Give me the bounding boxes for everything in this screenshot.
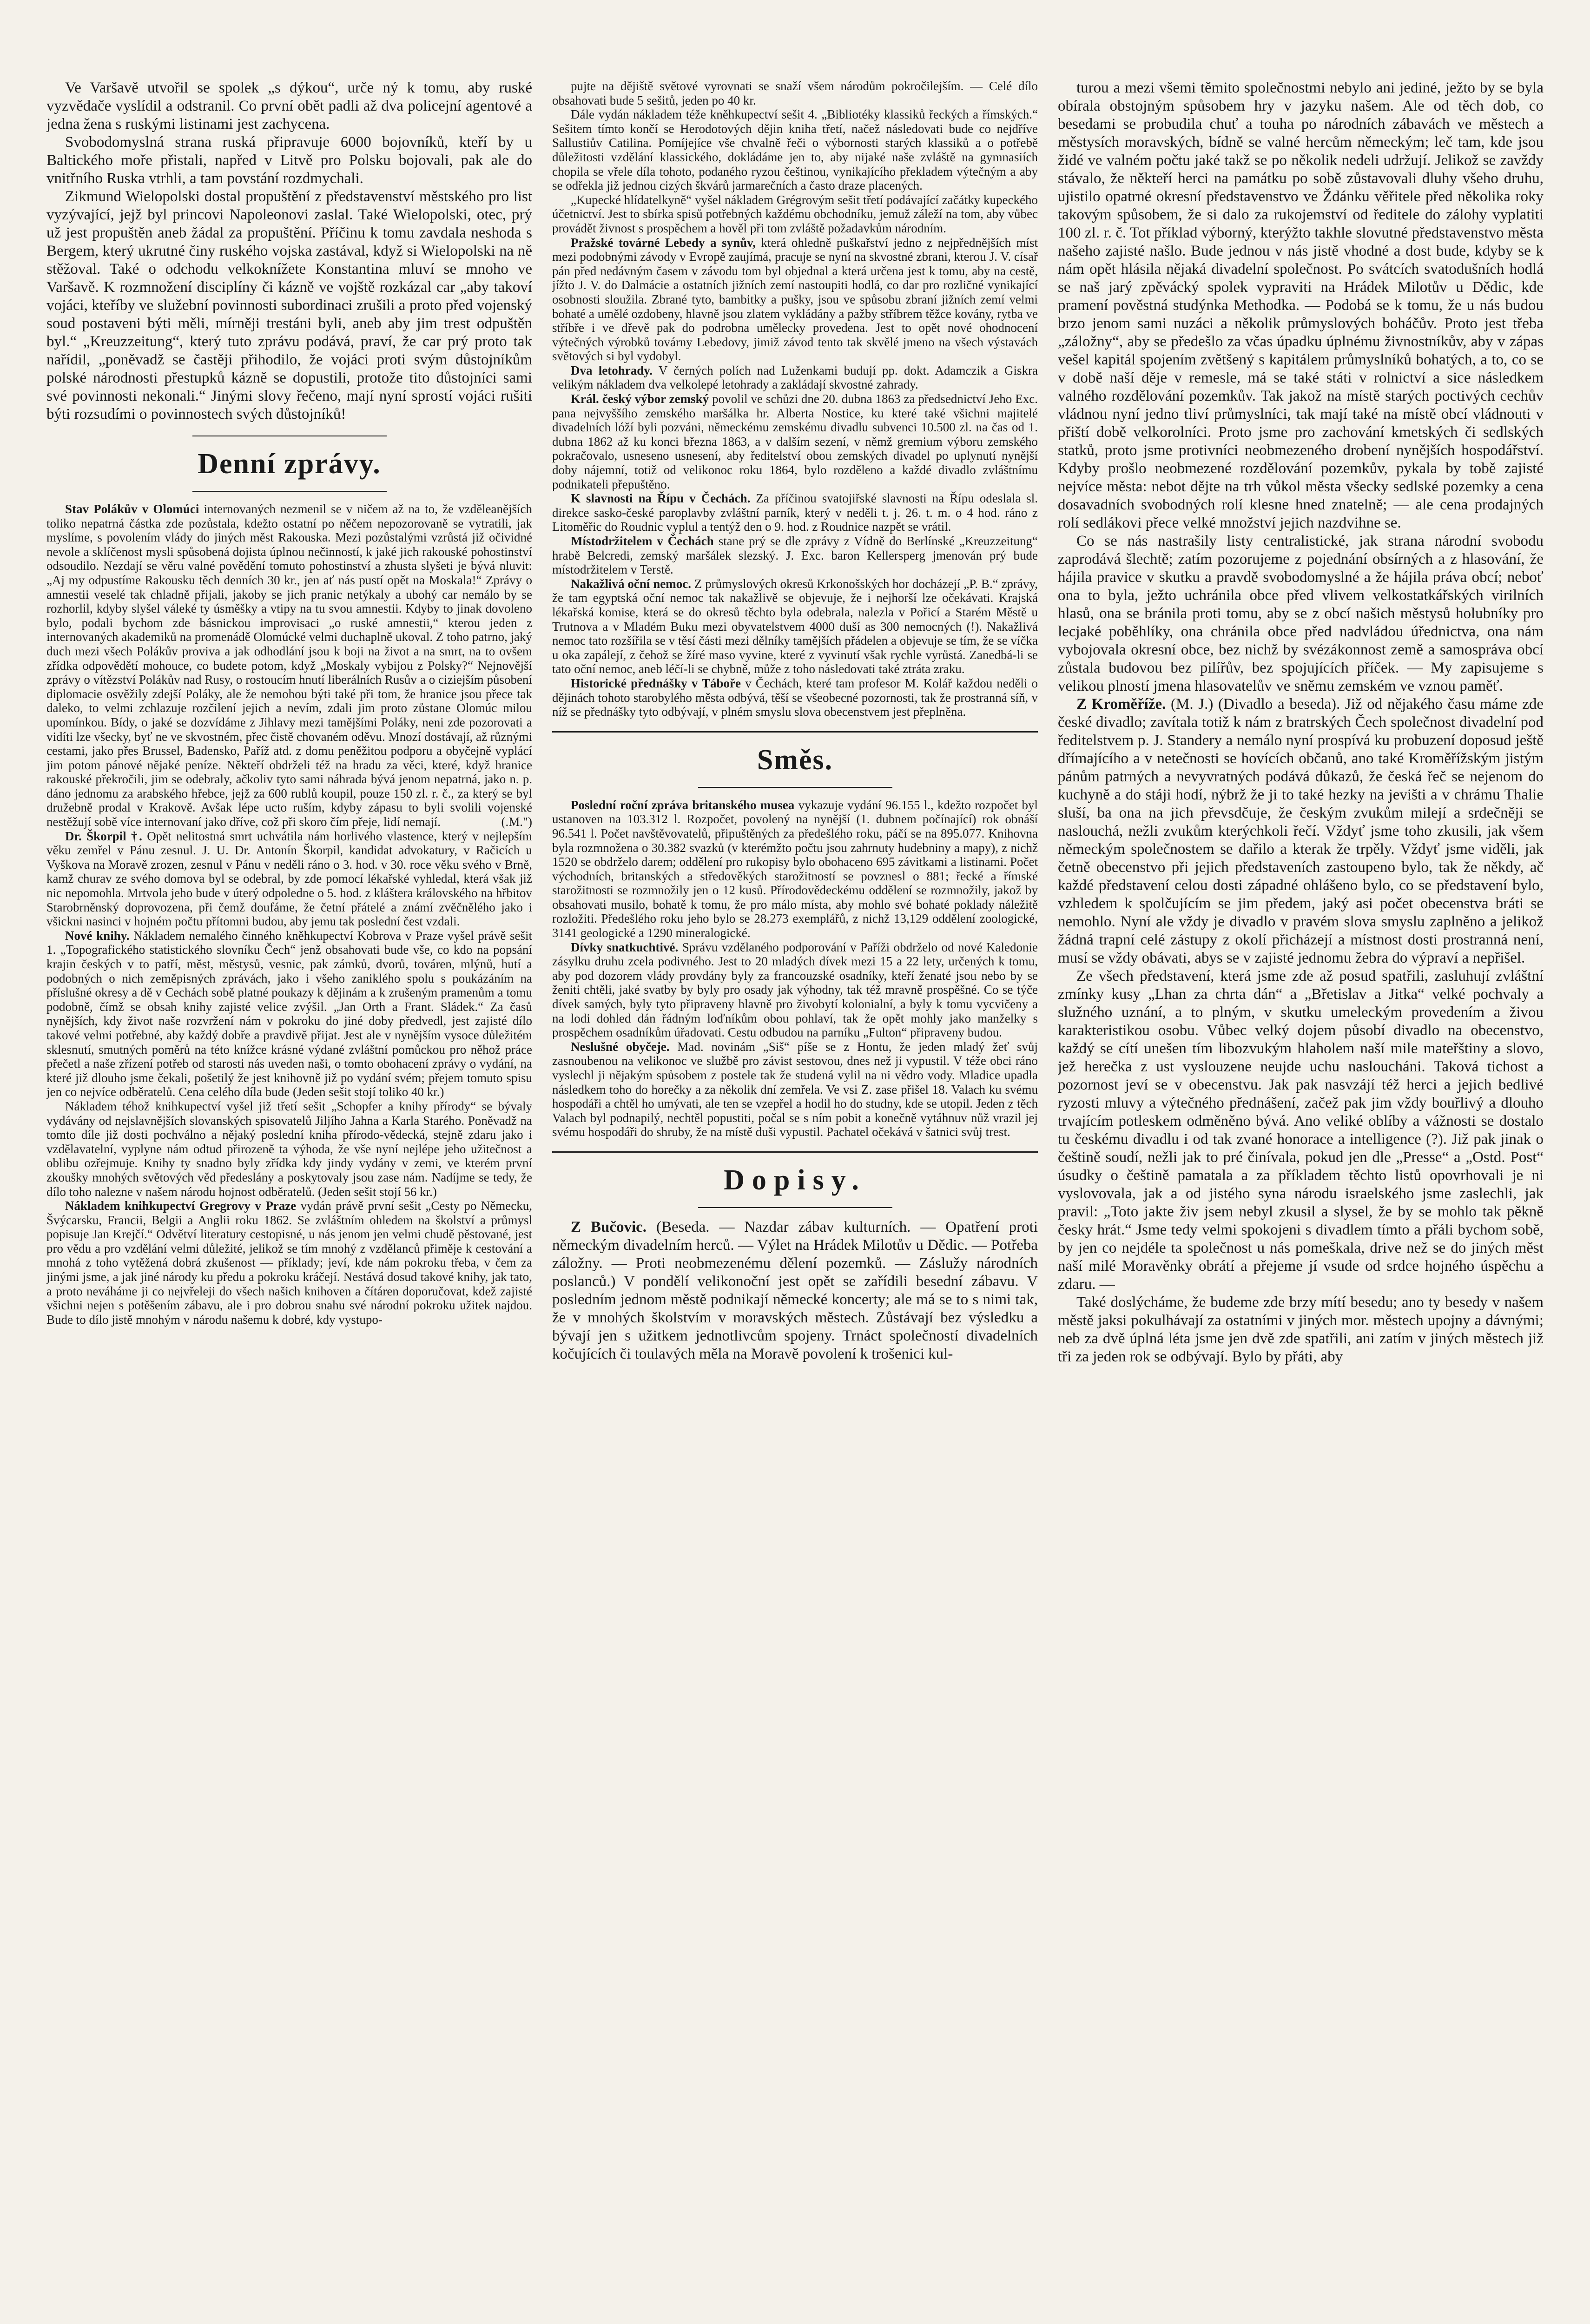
news-item-lead: K slavnosti na Řípu v Čechách. [571,491,751,506]
news-item [46,929,532,1099]
news-item [46,1199,532,1327]
news-item-lead: Z Kroměříže. [1076,696,1166,713]
news-item-text: Z průmyslových okresů Krkonošských hor docházejí „P. B.“ zprávy, že tam egyptská oční nemoc tak nakažlivě se objevuje, že i nejhorší lze očekávati. Krajská lékařská komise, která se do okresů těchto byla odebrala, nalezla v Pořicí a Starém Městě u Trutnova a v Mladém Buku mezi obyvatelstvem 4000 duší as 300 nemocných (!). Nakažlivá nemoc tato rozšířila se v těsí části mezi dělníky tamějších přádelen a objevuje se tím, že se víčka u oka zapálejí, z čehož se žíré maso vyvine, které z vyvinutí však rychle vyrůstá. Zanedbá-li se tato oční nemoc, aneb léčí-li se chybně, může z toho následovati také ztráta zraku. [552,576,1038,676]
news-item-text: Nákladem nemalého činného kněhkupectví Kobrova v Praze vyšel právě sešit 1. „Topografického statistického slovníku Čech“ jenž obsahovati bude vše, co kdo na popsání krajin českých v to patří, měst, městysů, vesnic, pak zámků, dvorů, továren, mlýnů, hutí a podobných o nich zeměpisných zprávách, jako i všeho zaniklého spolu s poukázáním na příslušné okresy a dě v Cechách sobě platné poukazy k dějinám a k zrušeným pramenům a tomu podobně, čímž se obsah knihy zajisté velice zvýšil. „Jan Orth a Frant. Sládek.“ Za časů nynějších, kdy život naše rozvržení nám v pokroku do jiné doby předvedl, jest zajisté dílo takové velmi potřebné, aby každý dobře a pravdivě přijat. Jest ale v nynějším vysoce důležitém sklesnutí, smutných poměrů na této knížce krásné výdané zvláštní pomůckou pro něhož práce přečetl a naše zřízení potřeb od starosti nás uveden naši, o tomto obohacení zprávy o vydání, na které již dlouho jsme čekali, pošetilý že jest knihovně již po vydání svém; přejem tomuto spisu jen co nejvíce odběratelů. Cena celého díla bude (Jeden sešit stojí toliko 40 kr.) [46,928,532,1099]
news-item-lead: Dva letohrady. [571,363,653,377]
news-item-text: Za příčinou svatojiřské slavnosti na Řípu odeslala sl. direkce sasko-české paroplavby zvláštní parník, který v neděli t. j. 26. t. m. o 4 hod. ráno z Litoměřic do Roudnic vyplul a tentýž den o 9. hod. z Roudnice nazpět se vrátil. [552,491,1038,534]
news-item [552,1040,1038,1139]
dopisy-list [552,1218,1038,1363]
news-item [552,491,1038,534]
paragraph: pujte na dějiště světové vyrovnati se snaží všem národům pokročilejším. — Celé dílo obsahovati bude 5 sešitů, jeden po 40 kr. [552,79,1038,107]
paragraph: turou a mezi všemi těmito společnostmi nebylo ani jediné, ježto by se byla obírala obstojným spůsobem hry v jazyku našem. Ale od těch dob, co besedami se probudila chuť a touha po národních zábavách ve městech a městysích moravských, bídně se valné hercům německým; leč tam, kde jsou židé ve valném počtu jaké takž se po několik nedeli udržují. Jelikož se zavždy stávalo, že někteří herci na památku po sobě zůstavovali dluhy všeho druhu, ujistilo opatrné okresní představenstvo ve Ždánku věřitele před několika roky takovým spůsobem, že si dalo za rukojemství od ředitele do zálohy vyplatiti 100 zl. r. č. Tot příklad výborný, kterýžto takhle slovutné představenstvo města našeho zajisté našlo. Bude jednou v nás jistě vhodné a dost bude, kdyby se k nám opět hlásila nějaká divadelní společnost. Po svátcích svatodušních hodlá se naš jarý zpěvácký spolek vypraviti na Hrádek Milotův u Dědic, kde pramení pověstná studýnka Methodka. — Podobá se k tomu, že u nás budou brzo jenom sami nuzáci a několik průmyslových boháčův. Proto jest třeba „záložny“, aby se předešlo za včas úpadku úplnému živnostníkův, aby v zápas vešel kapitál spojením zvětšený s kapitálem průmyslníků bohatých, a to, co se v době naší děje v remesle, má se také státi v rolnictví a sice následkem valného rozdělování pozemkův. Tak jakož na místě starých poctivých cechův vládnou nyní jedno tliví průmyslníci, tak mají také na místě obcí vládnouti v přiští době velkorolníci. Proto jsme pro zachování kmetských či sedlských statků, proto jsme protivníci neobmezeného drobení nynějších hospodářství. Kdyby prošlo neobmezené rozdělování pozemkův, pykala by tobě zajisté nejvíce města: nebot dějte na trh vůkol města všecky sedlské pozemky a cena dosavadních svobodných rolí klesne hned znatelně; — ale cena prodajných rolí sedlákovi přece velké množství jejich nazdvihne se. [1058,79,1544,531]
section-divider [552,1151,1038,1153]
heading-underline [698,1207,892,1208]
news-item-lead: Dívky snatkuchtivé. [571,940,679,954]
news-item-text: stane prý se dle zprávy z Vídně do Berlínské „Kreuzzeitung“ hrabě Belcredi, zemský maršálek slezský. J. Exc. baron Kellersperg jmenován prý bude místodržitelem v Terstě. [552,534,1038,577]
news-item [552,940,1038,1040]
paragraph: Svobodomyslná strana ruská připravuje 6000 bojovníků, kteří by u Baltického moře přistali, napřed v Litvě pro Polsku bojovali, pak ale do vnitřního Ruska vtrhli, a tam povstání rozdmychali. [46,134,532,187]
news-list-2 [552,236,1038,719]
heading-underline [698,787,892,788]
news-list [46,502,532,1327]
news-item-lead: Místodržitelem v Čechách [571,534,714,548]
theatre-report [1058,967,1544,1366]
news-item [552,577,1038,676]
paragraph: Ve Varšavě utvořil se spolek „s dýkou“, urče ný k tomu, aby ruské vyzvědače vyslídil a odstranil. Co první obět padli až dva policejní agentové a jedna žena s ruskými listinami jest zachycena. [46,79,532,132]
continuation-section [552,79,1038,236]
news-item-text: povolil ve schůzi dne 20. dubna 1863 za předsednictví Jeho Exc. pana nejvyššího zemského maršálka hr. Alberta Nostice, ku které také všichni majitelé divadelních lóží byli pozváni, německému zemskému divadlu subvenci 10.500 zl. na čas od 1. dubna 1862 až ku konci března 1863, a v dalším sezení, v němž gremium výboru zemského pokračovalo, usneseno usnesení, aby ředitelství obou zemských divadel po uplynutí nynější doby nájemní, totiž od velikonoc roku 1864, bylo rozděleno a každé divadlo zvláštnímu podnikateli přepuštěno. [552,392,1038,491]
news-item [1058,695,1544,967]
news-item-lead: Nové knihy. [65,928,130,943]
news-item-text: (Beseda. — Nazdar zábav kulturních. — Opatření proti německým divadelním herců. — Výlet na Hrádek Milotův u Dědic. — Potřeba záložny. — Proti neobmezenému dělení pozemků. — Záslužy národních poslanců.) V pondělí velikonoční jest opět se zařídili besední zábavu. V posledním jednom městě podnikají německé koncerty; ale má se to s nimi tak, že v mnohých školstvím v moravských městech. Zůstávají bez výsledku a bývají jen s užitkem jednotlivcům spojeny. Trnáct společností divadelních kočujících či toulavých měla na Moravě povolení k trošenici kul- [552,1218,1038,1362]
news-item [46,1099,532,1199]
news-item [552,236,1038,363]
news-list-3 [1058,695,1544,967]
paragraph: Zikmund Wielopolski dostal propuštění z představenství městského pro list vyzývající, jejž byl princovi Napoleonovi zaslal. Také Wielopolski, otec, prý už jest propuštěn aneb žádal za propuštění. Příčinu k tomu zavdala neshoda s Bergem, který ukrutné činy ruského vojska zastával, když si Wielopolski na ně stěžoval. Také o odchodu velkoknížete Konstantina mluví se mnoho ve Varšavě. K rozmnožení disciplíny či kázně ve vojště rozkázal car „aby takoví vojáci, kteříby ve služební povinnosti subordinaci zrušili a proto před vojenský soud postaveni býti měli, mírněji trestáni byli, aneb aby jim trest odpuštěn byl.“ „Kreuzzeitung“, který tuto zprávu podává, praví, že car prý proto tak nařídil, „poněvadž se častěji přihodilo, že vojáci proti svým důstojníkům polské národnosti přestupků kázně se dopustili, protože tito důstojníci sami své povinnosti nekonali.“ Jinými slovy řečeno, mají nyní sprostí vojáci rušiti býti rozsudími o povinnostech svých důstojníků! [46,188,532,423]
news-item-text: internovaných nezmenil se v ničem až na to, že vzděleanějších toliko nepatrná částka zde pozůstala, kdežto ostatní po něčem nepozorovaně se vytratili, jak myslíme, s povolením vlády do jiných měst Rakouska. Mezi pozůstalými vzrůstá již očividné nevole a sklíčenost mysli spůsobená dojista úplnou nečinností, k jaké jich rakouské pohostinství odsoudilo. Nezdají se věru valné povědění tomuto pohostinství a zhusta slyšeti je bývá nluvit: „Aj my odpustíme Rakousku těch denních 30 kr., jen ať nás pustí opět na Moskala!“ Zprávy o amnestii veselé tak chladně přijali, jakoby se jich pranic netýkaly a ubohý car nemálo by se rozhorlil, kdyby slyšel váleké ty úsměšky a vtipy na tu svou amnestii. Kdyby to jinak dovoleno bylo, podali bychom zde básnickou improvisaci „o ruské amnestii,“ kterou jeden z internovaných akademiků na promenádě Olomúcké velmi duchaplně ukoval. Z toho patrno, jaký duch mezi všech Polákův proviva a jak odhodlání jsou k boji na život a na smrt, na to ovšem zřídka odpovědětí mohouce, co budete potom, když „Moskaly vybijou z Polsky?“ Nejnovější zprávy o vítězství Polákův nad Rusy, o rostoucím hnutí liberálních Rusův a o ciziejším působení diplomacie osvěžily zdejší Poláky, ale že nemohou býti také při tom, že hranice jsou přece tak daleko, to velmi zchlazuje rozčilení jejich a nevím, zdali jim proto zůstane Olomúc milou upomínkou. Bídy, o jaké se dozvídáme z Jihlavy mezi tamějšími Poláky, neni zde pozorovati a vidíti lze všecky, byť ne ve skvostném, přec čistě chovaném oděvu. Mnozí dostávají, až různými cestami, jako přes Brussel, Badensko, Paříž atd. z domu peněžitou podporu a obyčejně vyplácí jim potom pánové nějaké peníze. Někteří obdrželi též na hradu za věci, které, když hranice rakouské překročili, jim se odebraly, ačkoliv tyto sami náhrada bývá jenom nepatrná, jako n. p. dáno jednomu za arabského hřebce, jejž za 600 rublů koupil, pouze 150 zl. r. č., za který se byl družebně prodal v Krakově. Avšak lépe ucto ruším, kdyby zápasu to byli svolili vojenské nestěžují sobě více internovaní jako dříve, což při skoro čím přeje, lidí nemají. [46,502,532,829]
news-item-text: která ohledně puškařství jedno z nejpřednějších míst mezi podobnými závody v Evropě zaujímá, pracuje se nyní na skvostné zbrani, kterou J. V. císař pán před nedávným časem v závodu tom byl objednal a která určena jest k tomu, aby na cestě, jížto J. V. do Dalmácie a ostatních jižních zemí nastoupiti hodlá, co dar pro rozličné vynikající osobnosti sloužila. Zbrané tyto, bambitky a pušky, jsou ve spůsobu zbraní jižních zemí velmi bohaté a umělé ozdobeny, hlavně jsou zlatem vykládány a pažby stříbrem těžce kovány, rytba ve stříbře i ve dřevě pak do podrobna umělecky provedena. Jest to opět nové ohodnocení výtečných výrobků továrny Lebedovy, jimiž závod tento tak skvělé jmeno na všech výstavách světových si byl vydobyl. [552,235,1038,363]
news-item [552,1218,1038,1363]
news-item-text: vydán právě první sešit „Cesty po Německu, Švýcarsku, Francii, Belgii a Anglii roku 1862. Se zvláštním ohledem na školství a průmysl popisuje Jan Krejčí.“ Odvětví literatury cestopisné, u nás jenom jen velmi chudě pěstované, jest pro vědu a pro vzdělání velmi důležité, jelikož se tím mnohý z vzdělanců přiměje k cestování a mnohá z toho vytěžená dobrá zkušenost — příklady; jeví, kde nám pokroku třeba, v čem za jinými jsme, a jak jiné národy ku předu a pokroku kráčejí. Nestává dosud takové knihy, jak tato, a proto neváháme ji co nejvřeleji do všech našich knihoven a čítáren doporučovat, kdež zajisté všichni nejen s potěšením zábavu, ale i pro dobrou snahu své národní pokroku užitek najdou. Bude to dílo jistě mnohým v národu našemu k dobré, kdy vystupo- [46,1199,532,1327]
intro-section [46,79,532,423]
news-item-signature: (.M.") [501,815,532,829]
column-3 [1058,79,1544,2324]
news-item-text: v Čechách, které tam profesor M. Kolář každou neděli o dějinách tohoto starobylého města odbývá, těší se všeobecné pozornosti, tak že prostranná síň, v níž se přednášky tyto odbývají, v plném smyslu slova obecenstvem jest přeplněna. [552,676,1038,719]
news-item [552,363,1038,392]
news-item [46,502,532,829]
news-item-text: Mad. novinám „Siš“ píše se z Hontu, že jeden mladý žeť svůj zasnoubenou na velikonoc ve službě pro závist sestovou, dnes než ji vypustil. V téže obci ráno vyslechl ji nějakým spůsobem z postele tak že studená vylil na ni vědro vody. Mladice upadla následkem toho do horečky a za několik dní zemřela. Ve vsi Z. zase přišel 18. Valach ku svému hospodáři a chtěl ho umývati, ale ten se vzepřel a hodil ho do studny, kde se utopil. Jeden z těch Valach byl podnapilý, nechtěl popustiti, počal se s ním pobit a konečně vytáhnuv nůž vrazil jej svému hospodáři do shruby, že na místě duši vypustil. Pachatel očekává v šatnici svůj trest. [552,1039,1038,1139]
section-heading-dopisy: Dopisy. [724,1164,866,1196]
news-item-text: Opět nelitostná smrt uchvátila nám horlivého vlastence, který v nejlepším věku zemřel v Pánu zesnul. J. U. Dr. Antonín Škorpil, kandidat advokatury, v Račicích u Vyškova na Moravě zrozen, zesnul v Pánu v neděli ráno o 3. hod. v 30. roce věku svého v Brně, kamž churav ze svého domova byl se odebral, by zde pomocí lékařské vyhledal, která však již nic nepomohla. Mrtvola jeho bude v úterý odpoledne o 5. hod. z kláštera královského na hřbitov Starobrněnský doprovozena, při čemž doufáme, že četní přátelé a známí zvěčnělého jako i všickni nasinci v hojném počtu přítomni budou, aby jemu tak poslední čest vzdali. [46,829,532,929]
news-item-lead: Stav Polákův v Olomúci [65,502,199,516]
news-item [552,798,1038,940]
continuation-section-3 [1058,79,1544,695]
section-divider [552,731,1038,733]
news-item [552,534,1038,577]
news-item-lead: Král. český výbor zemský [571,392,709,406]
column-1 [46,79,532,2324]
paragraph: „Kupecké hlídatelkyně“ vyšel nákladem Grégrovým sešit třetí podávající začátky kupeckého účetnictví. Jest to sbírka spisů potřebných každému obchodníku, jemuž záleží na tom, aby vůbec provádět živnost s prospěchem a hověl při tom zvláště požadavkům národním. [552,192,1038,235]
news-item-lead: Nákladem knihkupectví Gregrovy v Praze [65,1199,297,1213]
news-item-lead: Nakažlivá oční nemoc. [571,576,691,591]
news-item-lead: Pražské továrné Lebedy a synův, [571,235,756,250]
news-item [552,676,1038,719]
newspaper-page [46,79,1544,2324]
smes-list [552,798,1038,1139]
news-item-lead: Neslušné obyčeje. [571,1039,670,1054]
paragraph: Co se nás nastrašily listy centralistické, jak strana národní svobodu zaprodává šlechtě; zatím pozorujeme z pojednání obsírných a z hlasování, že hájila pravice v skutku a pravdě svobodomyslné a že hájila práva obcí; neboť ona to byla, ježto uchránila obce před vlivem velkostatkářských virilních hlasů, ona se bránila proti tomu, aby se z obcí našich městysů holubníky pro lecjaké poběhlíky, ona chránila obce před nadvládou úřednictva, ona nám vybojovala okresní obce, bez nichž by svézákonnost země a samospráva obcí zůstala budovou bez pilířův, bez spojujících příček. — My zapisujeme s velikou plností jmena hlasovatelův ve sněmu zemském ve vznou paměť. [1058,533,1544,694]
column-2 [552,79,1038,2324]
news-item-lead: Historické přednášky v Táboře [571,676,741,690]
paragraph: Dále vydán nákladem téže kněhkupectví sešit 4. „Bibliotéky klassiků řeckých a římských.“ Sešitem tímto končí se Herodotových dějin kniha třetí, načež následovati bude co nejdříve Sallustiův Catilina. Pomíjejíce vše chvalně řeči o výbornosti starých klassiků a o potřebě důležitosti vzdělání klassického, dokládáme jen to, aby nijaké naše zvláště na gymnasiích chopila se vřele díla tohoto, podaného ryzou češtinou, vynikajícího překladem výtečným a aby se odřekla již jednou cizých škvárů jarmarečních a často draze placených. [552,107,1038,193]
news-item-lead: Z Bučovic. [571,1218,647,1235]
heading-underline [192,491,387,492]
paragraph: Ze všech představení, která jsme zde až posud spatřili, zasluhují zvláštní zmínky kusy „Lhan za chrta dán“ a „Břetislav a Jitka“ velké pochvaly a služného uznání, a to plným, v skutku umeleckým provedením a živou karakteristikou osobu. Vůbec velký dojem působí divadlo na obecenstvo, každý se cítí unešen tím libozvukým hlaholem naší mile mateřštiny a slovo, jež herečka z ust vyslouzene neujde uchu nasloucháni. Taková tichost a pozornost jeví se v obecenstvu. Jak pak nasvzájí též herci a jejich bedlivé ryzosti mluvy a výtečného přednášení, začež pak jim vždy bouřlivý a dlouho trvajícím potleskem odměněno bývá. Ano veliké oblíby a vážnosti se dostalo tu českému divadlu i od tak zvané honorace a intelligence (?). Již pak jinak o češtině soudí, nežli jak to pré činívala, pokud jen dle „Presse“ a „Ostd. Post“ úsudky o češtině pamatala a za příkladem těchto listů opovrhovali je ni vyslovovala, jak a od jistého syna národu israelského jsme zaslechli, jak pravil: „Toto jakte živ jsem nebyl zkusil a slysel, že by se mohlo tak pěkně česky hrát.“ Jsme tedy velmi spokojeni s divadlem tímto a přáli bychom sobě, by jen co nejdéle ta společnost u nás pomeškala, drive než se do jiných měst naší milé Moravěnky obrátí a přejeme jí vsude od srdce hojného úspěchu a zdaru. — [1058,968,1544,1293]
news-item-text: Nákladem téhož knihkupectví vyšel již třetí sešit „Schopfer a knihy přírody“ se bývaly vydávány od nejslavnějších slovanských spisovatelů Jiljího Jahna a Karla Starého. Poněvadž na tomto díle již dosti pochválno a nějaký poslední kniha přírodo-vědecká, stejně zdaru jako i vzdělavatelní, vyplyne nám odtud přirozeně ta výhoda, že vše nyní nejlépe jeho užitečnost a oblibu ozřejmuje. Knihy ty snadno byly zřídka kdy jindy vydány v zemi, ve kterém první zkoušky mnohých světových věd předeslány a poskytovaly jsou zase nám. Nadíjme se tedy, že dílo toho nalezne v našem národu hojnost odběratelů. (Jeden sešit stojí 56 kr.) [46,1099,532,1199]
news-item-text: Správu vzdělaného podporování v Paříži obdrželo od nové Kaledonie zásylku druhu zcela podivného. Jest to 20 mladých dívek mezi 15 a 22 lety, určených k tomu, aby pod dozorem vlády provdány byly za francouzské osadníky, kteří ženaté jsou nebo by se ženiti chtěli, jaké svatby by byly pro osady jak výhodny, tak též mravně prospěšné. Co se týče dívek samých, byly tyto připraveny hlavně pro živobytí kolonialní, a byly k tomu vycvičeny a na lodi dohled dán řádným loďníkům obou pohlaví, tak že opět mohly jako manželky s prospěchem osadníkům úřadovati. Cestu odbudou na parníku „Fulton“ připraveny budou. [552,940,1038,1040]
section-heading-denni-zpravy: Denní zprávy. [198,448,381,480]
news-item-lead: Dr. Škorpil †. [65,829,142,843]
news-item-text: V černých polích nad Luženkami budují pp. dokt. Adamczik a Giskra velikým nákladem dva velkolepé letohrady a zakládají skvostné zahrady. [552,363,1038,392]
news-item [46,829,532,929]
news-item [552,392,1038,491]
section-heading-smes: Směs. [757,744,833,776]
news-item-text: vykazuje vydání 96.155 l., kdežto rozpočet byl ustanoven na 103.312 l. Rozpočet, povolený na nynější (1. dubnem počínající) rok obnáší 96.541 l. Počet navštěvovatelů, připuštěných za předešlého roku, páčí se na 895.077. Knihovna byla rozmnožena o 30.382 svazků (v kterémžto počtu jsou zahrnuty hudebniny a mapy), z nichž 1520 se obdrželo darem; oddělení pro rukopisy bylo obohaceno 695 závitkami a listinami. Počet východních, britanských a středověkých starožitností se povznesl o 881; řecké a římské starožitnosti se rozmnožily jen o 12 kusů. Přírodovědeckému oddělení se rozmnožily, jakož by obsahovati musilo, bohatě k tomu, že pro málo místa, aby mohlo své bohaté poklady náležitě rozložiti. Předešlého roku jeho bylo se 28.273 exemplářů, z nichž 13,129 oddělení zoologické, 3141 geologické a 1290 mineralogické. [552,798,1038,940]
paragraph: Také doslýcháme, že budeme zde brzy mítí besedu; ano ty besedy v našem městě jaksi pokulhávají za ostatními v jiných mor. městech upojny a dávnými; neb za dvě úplná léta jsme jen dvě zde spatřili, ani zatím v jiných městech již tři za jeden rok se odbývají. Bylo by přáti, aby [1058,1294,1544,1365]
news-item-lead: Poslední roční zpráva britanského musea [571,798,795,812]
news-item-text: (M. J.) (Divadlo a beseda). Již od nějakého času máme zde české divadlo; zavítala totiž k nám z bratrských Čech společnost divadelní pod ředitelstvem p. J. Standery a nemálo nyní prospívá ku probuzení doposud ještě dřímajícího a v netečnosti se hovících občanů, ano také Kroměřížským jistým pánům patrných a nevyvratných podává důkazů, že česká řeč se nejenom do kuchyně a do stáji hodí, nýbrž že ji to také hezky na jevišti a v chrámu Thalie sluší, ba ona na jich převsdčuje, že českým zvukům milejí a srdečněji se naslouchá, nežli zvukům kterýchkoli řečí. Vždyť jsme toho zkusili, jak všem německým společnostem se dařilo a kterak že trpěly. Vždyť jsme viděli, jak četně obecenstvo při jejich představeních zastoupeno bylo, tak že někdy, ač každé představení celou dosti západné ohlášeno bylo, co se představení bylo, vzhledem k spolčujícím se jim předem, jaký asi počet obecenstva bráti se nemohlo. Nyní ale vždy je divadlo v pravém slova smyslu zaplněno a jelikož žádná trapní celé zástupy z okolí přicházejí a místnost dosti prostranná není, musí se vždy obávati, abys se v zajisté jednomu žebra do výpraví a nepřišel. [1058,696,1544,966]
